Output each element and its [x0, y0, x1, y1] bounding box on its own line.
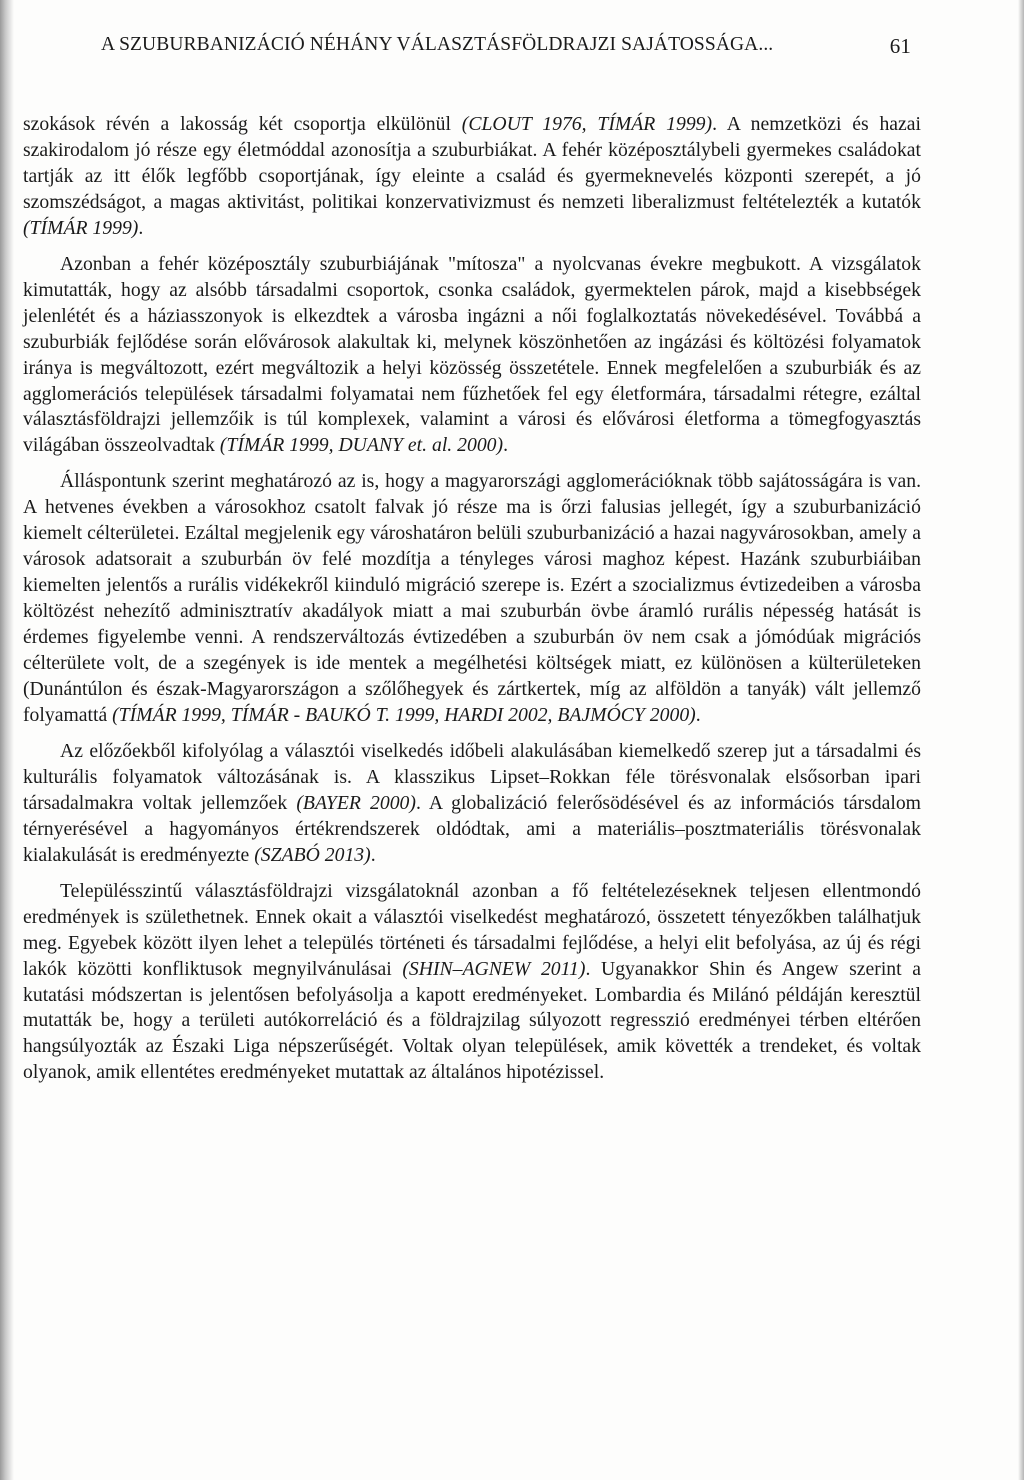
citation: (TÍMÁR 1999) [23, 216, 139, 239]
citation: (BAYER 2000) [296, 791, 416, 814]
page-edge-shadow [1018, 0, 1024, 1480]
paragraph-text: Az előzőekből kifolyólag a választói viselkedés időbeli alakulásában kiemelkedő szerep jut a társadalmi és kulturális folyamatok változásának is. A klasszikus Lipset–Rokkan féle törésvonalak elsősorban ipari társadalmakra voltak jellemzőek [23, 739, 921, 814]
paragraph [23, 252, 921, 460]
page-gutter-shadow [0, 0, 14, 1480]
paragraph-text: . A globalizáció felerősödésével és az információs társdalom térnyerésével a hagyományos értékrendszerek oldódtak, ami a materiális–posztmateriális törésvonalak kialakulását is eredményezte [23, 791, 921, 866]
paragraph-text: . [138, 216, 144, 239]
paragraph [23, 739, 921, 869]
paragraph [23, 112, 921, 242]
paragraph-text: . [370, 843, 376, 866]
citation: (TÍMÁR 1999, DUANY et. al. 2000) [219, 434, 504, 457]
citation: (SZABÓ 2013) [254, 843, 371, 866]
paragraph [23, 879, 921, 1087]
paragraph-text: . A nemzetközi és hazai szakirodalom jó része egy életmóddal azonosítja a szuburbiákat. A fehér középosztálybeli gyermekes családokat tartják az itt élők legfőbb csoportjának, így eleinte a család és gyermeknevelés központi szerepét, a jó szomszédságot, a magas aktivitást, politikai konzervativizmust és nemzeti liberalizmust feltételezték a kutatók [23, 113, 921, 213]
paragraph-text: Álláspontunk szerint meghatározó az is, hogy a magyarországi agglomerációknak több sajátosságára is van. A hetvenes években a városokhoz csatolt falvak jó része ma is őrzi falusias jellegét, így a szuburbanizáció kiemelt célterületei. Ezáltal megjelenik egy városhatáron belüli szuburbanizáció a hazai nagyvárosokban, amely a városok adatsorait a szuburbán öv felé mozdítja a tényleges városi maghoz képest. Hazánk szuburbiáiban kiemelten jelentős a rurális vidékekről kiinduló migráció szerepe is. Ezért a szocializmus évtizedeiben a városba költözést nehezítő adminisztratív akadályok miatt a mai szuburbán övbe áramló rurális népesség hatását is érdemes figyelembe venni. A rendszerváltozás évtizedében a szuburbán öv nem csak a jómódúak migrációs célterülete volt, de a szegények is ide mentek a megélhetési költségek miatt, ez különösen a külterületeken (Dunántúlon és észak-Magyarországon a szőlőhegyek és zártkertek, míg az alföldön a tanyák) vált jellemző folyamattá [23, 470, 921, 726]
paragraph-text: . [503, 434, 508, 457]
paragraph-text: Településszintű választásföldrajzi vizsgálatoknál azonban a fő feltételezéseknek teljesen ellentmondó eredmények is születhetnek. Ennek okait a választói viselkedést meghatározó, összetett tényezőkben találhatjuk meg. Egyebek között ilyen lehet a település történeti és társadalmi fejlődése, a helyi elit befolyása, az új és régi lakók közötti konfliktusok megnyilvánulásai [23, 879, 921, 980]
citation: (CLOUT 1976, TÍMÁR 1999) [461, 113, 713, 135]
running-head-title: A SZUBURBANIZÁCIÓ NÉHÁNY VÁLASZTÁSFÖLDRAJZI SAJÁTOSSÁGA... [101, 34, 774, 55]
page-number: 61 [889, 34, 911, 58]
paragraph-text: . [695, 703, 701, 726]
paragraph-text: . Ugyanakkor Shin és Angew szerint a kutatási módszertan is jelentősen befolyásolja a kapott eredményeket. Lombardia és Milánó példáján keresztül mutatták be, hogy a területi autókorreláció és a földrajzilag súlyozott regresszió eredményei térben eltérően hangsúlyozták az Északi Liga népszerűségét. Voltak olyan települések, amik követték a trendeket, és voltak olyanok, amik ellentétes eredményeket mutattak az általános hipotézissel. [23, 957, 921, 1084]
paragraph-text: Azonban a fehér középosztály szuburbiájának "mítosza" a nyolcvanas évekre megbukott. A vizsgálatok kimutatták, hogy az alsóbb társadalmi csoportok, csonka családok, gyermektelen párok, majd a kisebbségek jelenlétét és a háziasszonyok is elkezdtek a városba ingázni a női foglalkoztatás növekedésével. Továbbá a szuburbiák fejlődése során elővárosok alakultak ki, melynek köszönhetően az ingázási és költözési folyamatok iránya is megváltozott, ezért megváltozik a helyi közösség összetétele. Ennek megfelelően a szuburbiák és az agglomerációs települések társadalmi folyamatai nem fűzhetőek fel egy életformára, társadalmi rétegre, ezáltal választásföldrajzi jellemzőik is túl komplexek, valamint a városi és elővárosi életforma a tömegfogyasztás világában összeolvadtak [23, 252, 921, 457]
citation: (TÍMÁR 1999, TÍMÁR - BAUKÓ T. 1999, HARDI 2002, BAJMÓCY 2000) [112, 703, 696, 726]
citation: (SHIN–AGNEW 2011) [402, 957, 586, 980]
body-text [23, 112, 921, 1096]
paragraph-text: szokások révén a lakosság két csoportja elkülönül [23, 113, 462, 135]
paragraph [23, 469, 921, 729]
